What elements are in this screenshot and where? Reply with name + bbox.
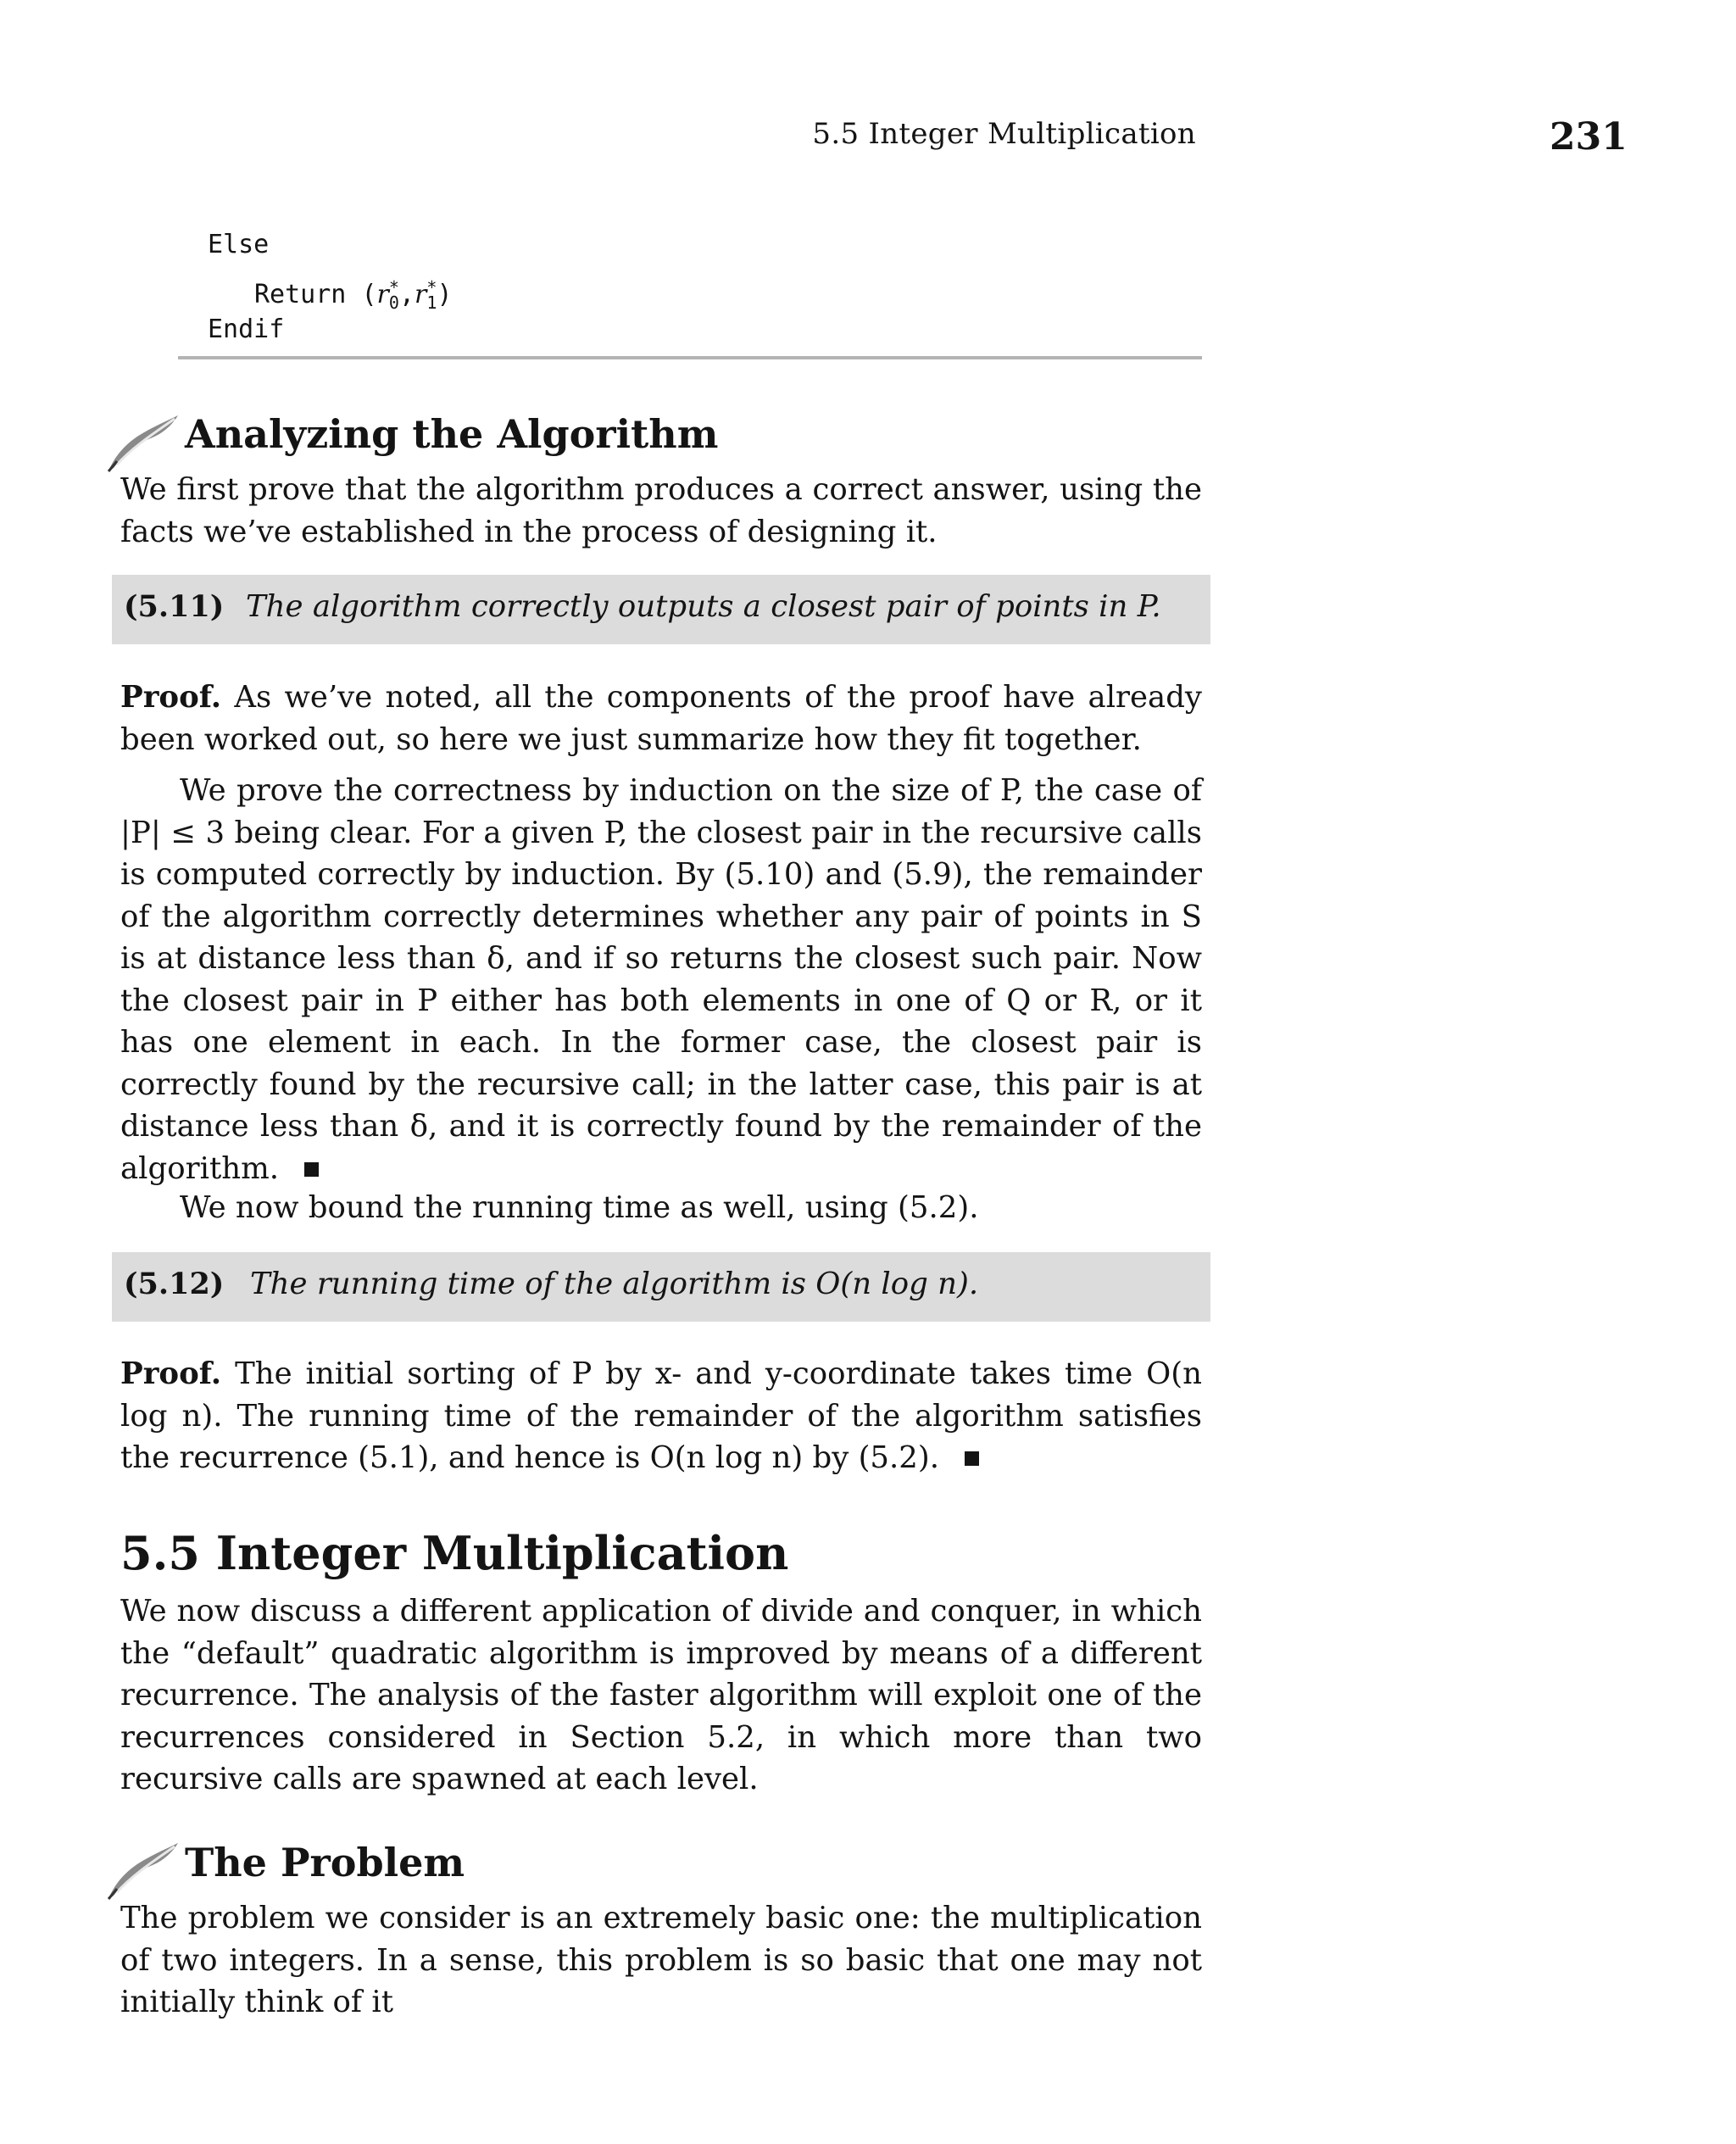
bound-intro: We now bound the running time as well, using (5.2). (180, 1190, 979, 1225)
statement-text: The running time of the algorithm is O(n log n). (250, 1267, 979, 1301)
quill-icon (105, 409, 180, 473)
section-title-integer-multiplication: 5.5 Integer Multiplication (120, 1526, 789, 1580)
code-divider (178, 356, 1202, 359)
section-title-analyzing: Analyzing the Algorithm (185, 411, 719, 457)
section-title-problem: The Problem (185, 1840, 465, 1885)
statement-number: (5.12) (124, 1267, 225, 1301)
statement-number: (5.11) (124, 589, 225, 624)
proof-text: As we’ve noted, all the components of the proof have already been worked out, so here we just summarize how they fit together. (120, 680, 1202, 757)
proof-label: Proof. (120, 1356, 222, 1391)
problem-text: The problem we consider is an extremely basic one: the multiplication of two integers. In a sense, this problem is so basic that one may not initially think of it (120, 1901, 1202, 2019)
qed-icon (965, 1451, 979, 1466)
code-return-keyword: Return (254, 280, 347, 309)
code-endif: Endif (208, 315, 285, 344)
page-number: 231 (1550, 115, 1628, 159)
proof-paragraph: We prove the correctness by induction on the size of P, the case of |P| ≤ 3 being clear. For a given P, the closest pair in the recursive calls is computed correctly by induction. By (5.10) and (5.9), the remainder of the algorithm correctly determines whether any pair of points in S is at distance less than δ, and if so returns the closest such pair. Now the closest pair in P either has both elements in one of Q or R, or it has one element in each. In the former case, the closest pair is correctly found by the recursive call; in the latter case, this pair is at distance less than δ, and it is correctly found by the remainder of the algorithm. (120, 773, 1202, 1186)
integer-multiplication-intro: We now discuss a different application of divide and conquer, in which the “default” quadratic algorithm is improved by means of a different recurrence. The analysis of the faster algorithm will exploit one of the recurrences considered in Section 5.2, in which more than two recursive calls are spawned at each level. (120, 1594, 1202, 1796)
quill-icon (105, 1836, 180, 1901)
proof-5-12 (120, 1353, 1202, 1479)
statement-5-11 (112, 575, 1210, 644)
running-head: 5.5 Integer Multiplication (812, 117, 1196, 151)
statement-text: The algorithm correctly outputs a closest pair of points in P. (246, 589, 1161, 624)
proof-5-11 (120, 677, 1202, 1189)
proof-text: The initial sorting of P by x- and y-coordinate takes time O(n log n). The running time of the remainder of the algorithm satisfies the recurrence (5.1), and hence is O(n log n) by (5.2). (120, 1356, 1202, 1475)
code-return-args: $(r^*_0,r^*_1)$ (361, 277, 453, 313)
analyzing-intro: We first prove that the algorithm produces a correct answer, using the facts we’ve established in the process of designing it. (120, 472, 1202, 549)
statement-5-12 (112, 1252, 1210, 1322)
qed-icon (304, 1162, 319, 1177)
code-else: Else (208, 230, 270, 259)
proof-label: Proof. (120, 680, 222, 715)
